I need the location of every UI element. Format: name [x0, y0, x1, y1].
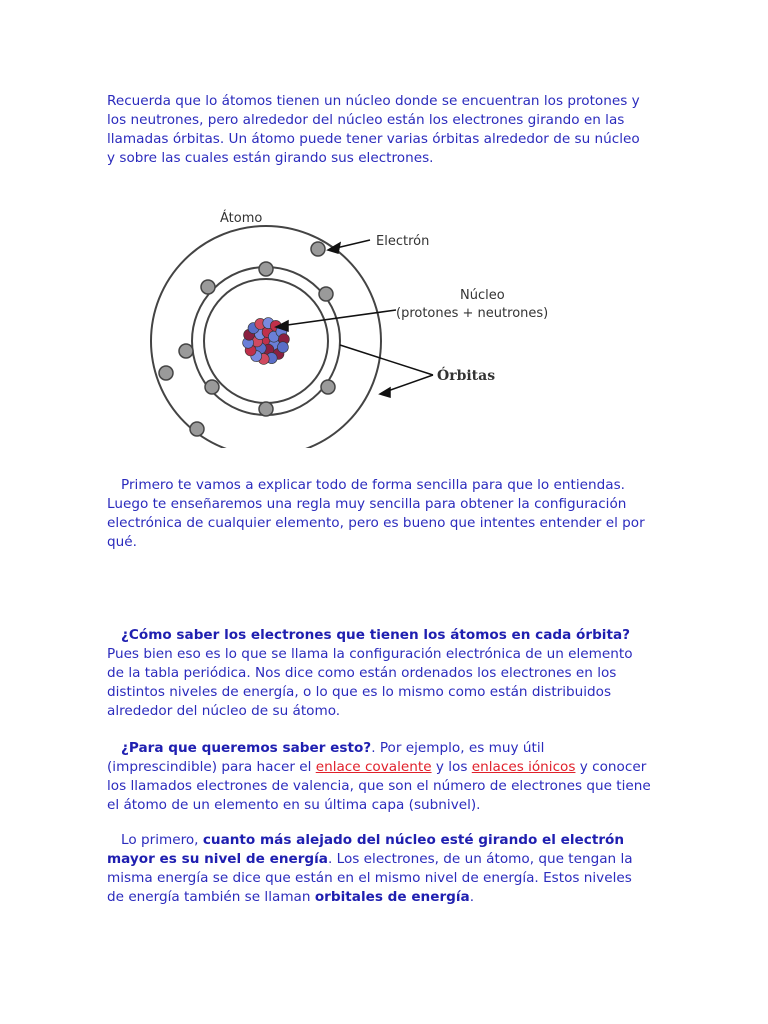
section3-text-1: Lo primero, [121, 832, 203, 848]
section-energy-levels [107, 831, 652, 907]
electron [319, 287, 333, 301]
electron [205, 380, 219, 394]
section3-bold-1: cuanto más alejado del núcleo esté girando el electrón mayor es su nivel de energía [107, 832, 625, 867]
section-electrons-per-orbit [107, 626, 652, 721]
section1-text: Pues bien eso es lo que se llama la configuración electrónica de un elemento de la tabla periódica. Nos dice como están ordenados los electrones en los distintos niveles de energía, o lo que es lo mismo como están distribuidos alrededor del núcleo de su átomo. [107, 646, 633, 719]
electron [259, 262, 273, 276]
section1-question: ¿Cómo saber los electrones que tienen los átomos en cada órbita? [121, 627, 631, 643]
section2-text-3: y conocer los llamados electrones de valencia, que son el número de electrones que tiene el átomo de un elemento en su última capa (subnivel). [107, 759, 651, 813]
explain-paragraph: Primero te vamos a explicar todo de forma sencilla para que lo entiendas. Luego te enseñaremos una regla muy sencilla para obtener la configuración electrónica de cualquier elemento, pero es bueno que intentes entender el por qué. [107, 477, 645, 550]
electron [201, 280, 215, 294]
electron [190, 422, 204, 436]
nucleus-particle [277, 342, 288, 353]
orbit-arrow-1 [340, 345, 433, 375]
link-enlace-covalente[interactable]: enlace covalente [315, 759, 432, 775]
electron [259, 402, 273, 416]
nucleus-label: Núcleo [460, 288, 505, 303]
orbits-label: Órbitas [437, 368, 496, 384]
section2-text-1: . Por ejemplo, es muy útil (imprescindible) para hacer el [107, 740, 545, 775]
atom-label: Átomo [220, 211, 263, 226]
electron [179, 344, 193, 358]
nucleus-sub-label: (protones + neutrones) [396, 306, 549, 321]
section3-text-3: . [469, 889, 475, 905]
section3-bold-2: orbitales de energía [314, 889, 470, 905]
section2-question: ¿Para que queremos saber esto? [121, 740, 372, 756]
electron [321, 380, 335, 394]
electron-label: Electrón [376, 234, 430, 249]
section2-text-2: y los [431, 759, 472, 775]
link-enlaces-ionicos[interactable]: enlaces iónicos [471, 759, 576, 775]
atom-diagram [100, 198, 560, 448]
orbit-arrow-head [380, 388, 390, 397]
electron [311, 242, 325, 256]
intro-paragraph: Recuerda que lo átomos tienen un núcleo donde se encuentran los protones y los neutrones, pero alrededor del núcleo están los electrones girando en las llamadas órbitas. Un átomo puede tener varias órbitas alrededor de su núcleo y sobre las cuales están girando sus electrones. [107, 93, 640, 166]
section-why [107, 739, 652, 815]
section3-text-2: . Los electrones, de un átomo, que tengan la misma energía se dice que están en el mismo nivel de energía. Estos niveles de energía también se llaman [107, 851, 633, 905]
electron [159, 366, 173, 380]
